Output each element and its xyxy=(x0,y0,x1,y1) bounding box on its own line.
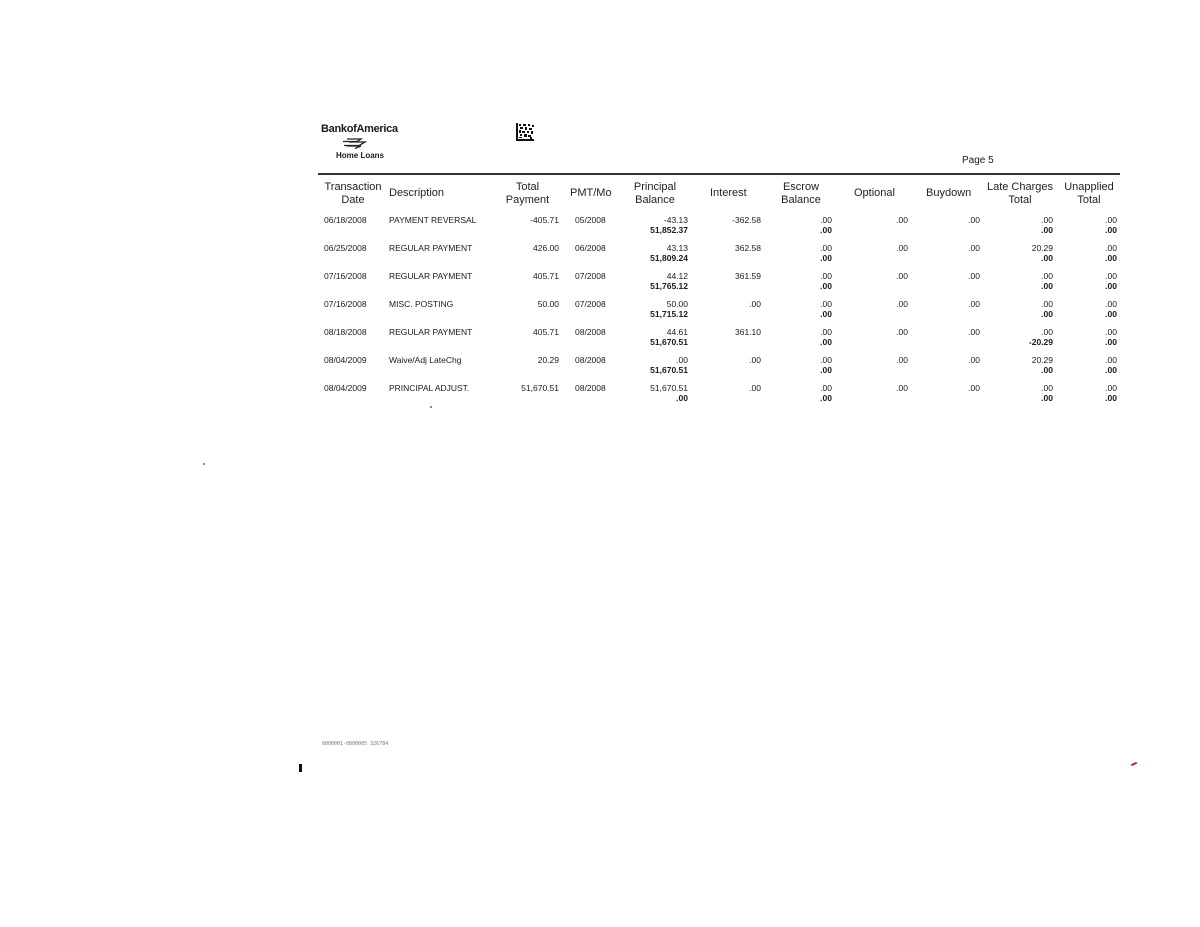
flag-logo-icon xyxy=(341,138,367,149)
cell-escrow-bal: .00 xyxy=(820,281,832,291)
cell-escrow: .00 xyxy=(820,299,832,309)
cell-unapplied: .00 xyxy=(1105,243,1117,253)
cell-total: 20.29 xyxy=(537,355,559,365)
cell-escrow-bal: .00 xyxy=(820,337,832,347)
cell-buydown: .00 xyxy=(968,355,980,365)
cell-unapplied-total: .00 xyxy=(1105,337,1117,347)
cell-escrow-bal: .00 xyxy=(820,393,832,403)
cell-principal: 44.12 xyxy=(666,271,688,281)
cell-escrow-bal: .00 xyxy=(820,309,832,319)
header-description: Description xyxy=(389,187,445,199)
cell-principal-bal: 51,670.51 xyxy=(650,365,688,375)
header-line: Total xyxy=(515,181,540,193)
cell-late-total: .00 xyxy=(1041,253,1053,263)
cell-pmtmo: 05/2008 xyxy=(575,215,606,225)
cell-optional: .00 xyxy=(896,299,908,309)
cell-principal: -43.13 xyxy=(663,215,688,225)
cell-late: .00 xyxy=(1041,383,1053,393)
cell-date: 07/16/2008 xyxy=(324,271,367,281)
cell-principal-bal: 51,809.24 xyxy=(650,253,688,263)
cell-optional: .00 xyxy=(896,383,908,393)
header-escrow-balance xyxy=(775,181,827,207)
cell-escrow-bal: .00 xyxy=(820,253,832,263)
cell-desc: MISC. POSTING xyxy=(389,299,454,309)
cell-date: 07/16/2008 xyxy=(324,299,367,309)
header-total-payment xyxy=(500,181,555,207)
cell-total: 426.00 xyxy=(533,243,559,253)
cell-buydown: .00 xyxy=(968,383,980,393)
cell-interest: 362.58 xyxy=(735,243,761,253)
cell-unapplied: .00 xyxy=(1105,215,1117,225)
cell-escrow: .00 xyxy=(820,383,832,393)
cell-late-total: .00 xyxy=(1041,225,1053,235)
cell-desc: PRINCIPAL ADJUST. xyxy=(389,383,470,393)
cell-interest: 361.10 xyxy=(735,327,761,337)
cell-principal-bal: .00 xyxy=(676,393,688,403)
cell-optional: .00 xyxy=(896,355,908,365)
cell-late: .00 xyxy=(1041,299,1053,309)
cell-unapplied-total: .00 xyxy=(1105,253,1117,263)
cell-principal-bal: 51,765.12 xyxy=(650,281,688,291)
cell-late: 20.29 xyxy=(1031,243,1053,253)
cell-late-total: .00 xyxy=(1041,281,1053,291)
cell-pmtmo: 07/2008 xyxy=(575,299,606,309)
header-buydown: Buydown xyxy=(926,187,972,199)
cell-unapplied: .00 xyxy=(1105,383,1117,393)
header-interest: Interest xyxy=(710,187,747,199)
cell-interest: 361.59 xyxy=(735,271,761,281)
cell-interest: -362.58 xyxy=(732,215,761,225)
cell-principal: .00 xyxy=(676,355,688,365)
cell-unapplied: .00 xyxy=(1105,355,1117,365)
cell-buydown: .00 xyxy=(968,215,980,225)
cell-optional: .00 xyxy=(896,243,908,253)
cell-escrow-bal: .00 xyxy=(820,225,832,235)
cell-total: 50.00 xyxy=(537,299,559,309)
red-mark xyxy=(1131,762,1137,766)
cell-optional: .00 xyxy=(896,327,908,337)
cell-total: 405.71 xyxy=(533,327,559,337)
cell-total: -405.71 xyxy=(530,215,559,225)
cell-principal-bal: 51,852.37 xyxy=(650,225,688,235)
cell-buydown: .00 xyxy=(968,243,980,253)
cell-late-total: .00 xyxy=(1041,365,1053,375)
scan-speck xyxy=(203,463,205,465)
cell-date: 06/18/2008 xyxy=(324,215,367,225)
cell-principal: 51,670.51 xyxy=(650,383,688,393)
cell-unapplied: .00 xyxy=(1105,327,1117,337)
cell-escrow: .00 xyxy=(820,355,832,365)
cell-principal-bal: 51,670.51 xyxy=(650,337,688,347)
cell-unapplied: .00 xyxy=(1105,299,1117,309)
cell-interest: .00 xyxy=(749,383,761,393)
header-line: Principal xyxy=(633,181,677,193)
header-line: Escrow xyxy=(782,181,820,193)
cell-late: .00 xyxy=(1041,327,1053,337)
header-rule xyxy=(318,173,1120,175)
cell-pmtmo: 07/2008 xyxy=(575,271,606,281)
cell-principal: 50.00 xyxy=(666,299,688,309)
scan-speck xyxy=(430,406,432,408)
header-pmt-mo: PMT/Mo xyxy=(570,187,612,199)
cell-buydown: .00 xyxy=(968,327,980,337)
cell-date: 08/04/2009 xyxy=(324,383,367,393)
cell-late: 20.29 xyxy=(1031,355,1053,365)
cell-unapplied-total: .00 xyxy=(1105,225,1117,235)
cell-unapplied-total: .00 xyxy=(1105,393,1117,403)
header-line: Total xyxy=(1077,194,1101,206)
cell-total: 51,670.51 xyxy=(521,383,559,393)
cell-total: 405.71 xyxy=(533,271,559,281)
cell-pmtmo: 08/2008 xyxy=(575,327,606,337)
cell-escrow: .00 xyxy=(820,215,832,225)
cell-principal: 43.13 xyxy=(666,243,688,253)
cell-unapplied-total: .00 xyxy=(1105,281,1117,291)
header-line: Balance xyxy=(635,194,675,206)
cell-escrow: .00 xyxy=(820,327,832,337)
cell-late: .00 xyxy=(1041,215,1053,225)
sub-brand: Home Loans xyxy=(336,151,385,160)
cell-buydown: .00 xyxy=(968,299,980,309)
header-line: Payment xyxy=(505,194,550,206)
cell-escrow-bal: .00 xyxy=(820,365,832,375)
cell-unapplied: .00 xyxy=(1105,271,1117,281)
cell-optional: .00 xyxy=(896,215,908,225)
cell-escrow: .00 xyxy=(820,271,832,281)
cell-desc: REGULAR PAYMENT xyxy=(389,243,473,253)
header-line: Transaction xyxy=(324,181,382,193)
cell-desc: Waive/Adj LateChg xyxy=(389,355,462,365)
cell-desc: REGULAR PAYMENT xyxy=(389,271,473,281)
cell-late-total: .00 xyxy=(1041,393,1053,403)
header-optional: Optional xyxy=(854,187,895,199)
header-line: Total xyxy=(1008,194,1032,206)
cell-unapplied-total: .00 xyxy=(1105,309,1117,319)
cell-late-total: .00 xyxy=(1041,309,1053,319)
brand-name: BankofAmerica xyxy=(321,123,398,135)
scan-mark xyxy=(299,764,302,772)
cell-desc: REGULAR PAYMENT xyxy=(389,327,473,337)
cell-interest: .00 xyxy=(749,299,761,309)
cell-late: .00 xyxy=(1041,271,1053,281)
header-line: Unapplied xyxy=(1064,181,1114,193)
cell-pmtmo: 08/2008 xyxy=(575,383,606,393)
cell-principal: 44.61 xyxy=(666,327,688,337)
header-principal-balance xyxy=(626,181,684,207)
footer-code: 0000001-0000005 326784 xyxy=(322,741,389,747)
cell-late-total: -20.29 xyxy=(1028,337,1053,347)
cell-escrow: .00 xyxy=(820,243,832,253)
cell-pmtmo: 06/2008 xyxy=(575,243,606,253)
cell-optional: .00 xyxy=(896,271,908,281)
page-number: Page 5 xyxy=(962,155,994,166)
cell-date: 08/18/2008 xyxy=(324,327,367,337)
cell-pmtmo: 08/2008 xyxy=(575,355,606,365)
bank-logo xyxy=(321,123,401,160)
cell-principal-bal: 51,715.12 xyxy=(650,309,688,319)
header-line: Balance xyxy=(781,194,821,206)
barcode-icon xyxy=(516,123,534,141)
header-line: Date xyxy=(341,194,365,206)
header-unapplied-total xyxy=(1061,181,1117,207)
cell-date: 08/04/2009 xyxy=(324,355,367,365)
header-line: Late Charges xyxy=(986,181,1054,193)
cell-interest: .00 xyxy=(749,355,761,365)
cell-desc: PAYMENT REVERSAL xyxy=(389,215,477,225)
cell-buydown: .00 xyxy=(968,271,980,281)
cell-unapplied-total: .00 xyxy=(1105,365,1117,375)
header-late-charges-total xyxy=(985,181,1055,207)
cell-date: 06/25/2008 xyxy=(324,243,367,253)
header-transaction-date xyxy=(322,181,384,207)
